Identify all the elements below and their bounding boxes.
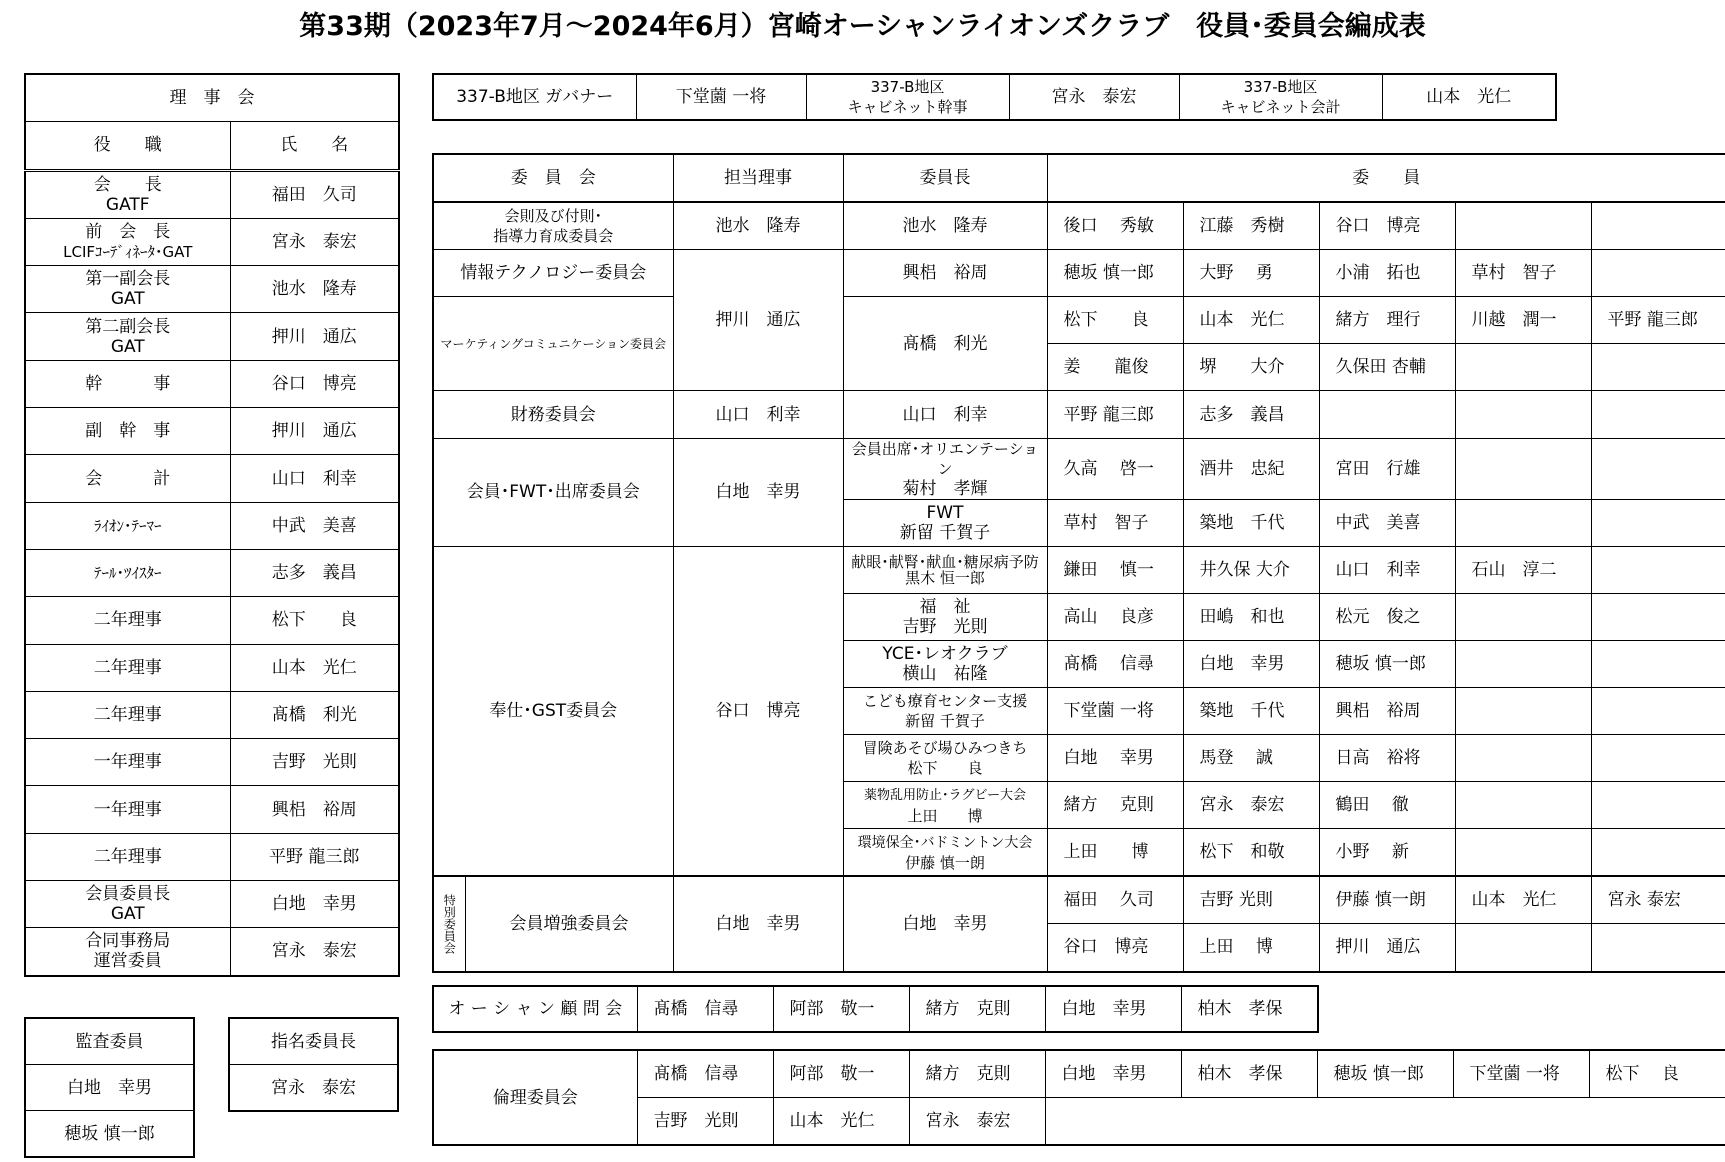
ethics-label: 倫理委員会: [433, 1050, 637, 1145]
audit-table: [24, 1017, 195, 1158]
head-members: 委 員: [1047, 154, 1725, 202]
board-name: 福田 久司: [230, 170, 399, 218]
sub-committee: YCE･レオクラブ 横山 祐隆: [843, 640, 1047, 687]
committee-member: 伊藤 慎一朗: [1319, 876, 1455, 924]
board-role: 第一副会長 GAT: [25, 266, 230, 313]
secretary-label: 337-B地区 キャビネット幹事: [806, 74, 1009, 120]
board-role: ﾃｰﾙ･ﾂｲｽﾀｰ: [25, 549, 230, 596]
ocean-advisor: 白地 幸男: [1045, 986, 1181, 1032]
committee-member: [1591, 499, 1725, 546]
board-role: 前 会 長 LCIFｺｰﾃﾞｨﾈｰﾀ･GAT: [25, 218, 230, 265]
ocean-advisor: 髙橋 信尋: [637, 986, 773, 1032]
sub-committee: 会員出席･オリエンテーション 菊村 孝輝: [843, 438, 1047, 499]
committee-name: 会員増強委員会: [465, 876, 673, 971]
head-director: 担当理事: [673, 154, 843, 202]
audit-header: 監査委員: [25, 1018, 194, 1065]
committee-member: 平野 龍三郎: [1047, 391, 1183, 438]
committee-member: [1591, 640, 1725, 687]
district-table: [432, 73, 1557, 121]
committee-member: 日高 裕将: [1319, 735, 1455, 782]
board-row: [25, 549, 399, 596]
ocean-advisor: 柏木 孝保: [1181, 986, 1318, 1032]
committee-name: 会員･FWT･出席委員会: [433, 438, 673, 546]
head-committee: 委 員 会: [433, 154, 673, 202]
committee-member: 谷口 博亮: [1319, 202, 1455, 250]
board-name: 志多 義昌: [230, 549, 399, 596]
committee-member: 姜 龍俊: [1047, 344, 1183, 391]
committee-member: 酒井 忠紀: [1183, 438, 1319, 499]
committee-member: 福田 久司: [1047, 876, 1183, 924]
page-title: 第33期（2023年7月～2024年6月）宮崎オーシャンライオンズクラブ 役員･委員会編成表: [299, 11, 1426, 42]
board-role: ﾗｲｵﾝ･ﾃｰﾏｰ: [25, 502, 230, 549]
committee-member: [1455, 438, 1591, 499]
committee-name: マーケティングコミュニケーション委員会: [433, 297, 673, 391]
ocean-advisors-table: [432, 985, 1319, 1033]
ethics-member: 穂坂 慎一郎: [1317, 1050, 1453, 1098]
committee-row: [433, 876, 1725, 924]
board-role: 幹 事: [25, 360, 230, 407]
board-header: 理 事 会: [25, 74, 399, 122]
committee-member: 鶴田 徹: [1319, 782, 1455, 829]
committee-member: 志多 義昌: [1183, 391, 1319, 438]
committee-member: 吉野 光則: [1183, 876, 1319, 924]
board-role: 会員委員長 GAT: [25, 881, 230, 928]
committee-member: [1455, 499, 1591, 546]
governor-label: 337-B地区 ガバナー: [433, 74, 636, 120]
ethics-member: 松下 良: [1589, 1050, 1725, 1098]
sub-committee: 冒険あそび場ひみつきち 松下 良: [843, 735, 1047, 782]
committee-member: [1591, 250, 1725, 297]
committee-member: [1455, 202, 1591, 250]
board-row: [25, 455, 399, 502]
treasurer-name: 山本 光仁: [1382, 74, 1556, 120]
committee-member: 馬登 誠: [1183, 735, 1319, 782]
committee-member: [1591, 344, 1725, 391]
board-row: [25, 266, 399, 313]
board-row: [25, 218, 399, 265]
sub-committee: FWT 新留 千賀子: [843, 499, 1047, 546]
board-row: [25, 313, 399, 360]
committee-member: [1455, 924, 1591, 972]
committee-member: 白地 幸男: [1047, 735, 1183, 782]
committee-member: 宮永 泰宏: [1183, 782, 1319, 829]
treasurer-label: 337-B地区 キャビネット会計: [1179, 74, 1382, 120]
committee-member: 押川 通広: [1319, 924, 1455, 972]
board-row: [25, 408, 399, 455]
sub-committee: 薬物乱用防止･ラグビー大会 上田 博: [843, 782, 1047, 829]
board-name: 押川 通広: [230, 313, 399, 360]
sub-committee: こども療育センター支援 新留 千賀子: [843, 687, 1047, 734]
audit-member: 穂坂 慎一郎: [25, 1111, 194, 1158]
committee-member: 山本 光仁: [1183, 297, 1319, 344]
board-row: [25, 928, 399, 976]
board-role: 一年理事: [25, 739, 230, 786]
committee-member: 平野 龍三郎: [1591, 297, 1725, 344]
special-label: 特別委員会: [433, 876, 465, 971]
committee-member: [1455, 735, 1591, 782]
board-row: [25, 502, 399, 549]
committee-name: 奉仕･GST委員会: [433, 546, 673, 876]
ethics-member: 下堂薗 一将: [1453, 1050, 1589, 1098]
ethics-member: 緒方 克則: [909, 1050, 1045, 1098]
committee-member: 久保田 杏輔: [1319, 344, 1455, 391]
ethics-member: 宮永 泰宏: [909, 1098, 1045, 1146]
committee-member: [1455, 829, 1591, 877]
committee-row: [433, 202, 1725, 250]
committee-director: 池水 隆寿: [673, 202, 843, 250]
board-role: 二年理事: [25, 691, 230, 738]
committee-member: 田嶋 和也: [1183, 593, 1319, 640]
committee-member: 宮田 行雄: [1319, 438, 1455, 499]
board-name: 宮永 泰宏: [230, 218, 399, 265]
ocean-advisor: 阿部 敬一: [773, 986, 909, 1032]
committee-member: 小野 新: [1319, 829, 1455, 877]
ethics-member: 吉野 光則: [637, 1098, 773, 1146]
ocean-advisors-label: オ ー シ ャ ン 顧 問 会: [433, 986, 637, 1032]
committee-row: [433, 546, 1725, 593]
board-name: 中武 美喜: [230, 502, 399, 549]
board-row: [25, 833, 399, 880]
committee-table: [432, 153, 1725, 973]
ethics-table: [432, 1049, 1725, 1146]
committee-member: 堺 大介: [1183, 344, 1319, 391]
committee-member: 草村 智子: [1047, 499, 1183, 546]
nominating-name: 宮永 泰宏: [229, 1065, 398, 1112]
board-row: [25, 360, 399, 407]
committee-name: 会則及び付則･ 指導力育成委員会: [433, 202, 673, 250]
committee-member: 髙橋 信尋: [1047, 640, 1183, 687]
committee-director: 白地 幸男: [673, 876, 843, 971]
committee-member: 井久保 大介: [1183, 546, 1319, 593]
committee-chair: 髙橋 利光: [843, 297, 1047, 391]
ethics-member: 山本 光仁: [773, 1098, 909, 1146]
committee-member: [1591, 593, 1725, 640]
board-name: 松下 良: [230, 597, 399, 644]
committee-member: [1591, 687, 1725, 734]
board-name: 宮永 泰宏: [230, 928, 399, 976]
board-row: [25, 170, 399, 218]
secretary-name: 宮永 泰宏: [1009, 74, 1179, 120]
committee-member: 松下 良: [1047, 297, 1183, 344]
committee-member: [1591, 202, 1725, 250]
committee-member: 山口 利幸: [1319, 546, 1455, 593]
ethics-member: 髙橋 信尋: [637, 1050, 773, 1098]
committee-row: [433, 297, 1725, 344]
board-role: 会 計: [25, 455, 230, 502]
committee-member: 後口 秀敏: [1047, 202, 1183, 250]
board-col-name: 氏 名: [230, 122, 399, 170]
committee-row: [433, 438, 1725, 499]
committee-member: [1455, 593, 1591, 640]
committee-row: [433, 250, 1725, 297]
board-role: 会 長 GATF: [25, 170, 230, 218]
committee-member: 築地 千代: [1183, 687, 1319, 734]
committee-member: 草村 智子: [1455, 250, 1591, 297]
committee-member: 川越 潤一: [1455, 297, 1591, 344]
board-name: 山口 利幸: [230, 455, 399, 502]
board-role: 一年理事: [25, 786, 230, 833]
committee-member: 大野 勇: [1183, 250, 1319, 297]
committee-member: 山本 光仁: [1455, 876, 1591, 924]
committee-director: 山口 利幸: [673, 391, 843, 438]
board-name: 髙橋 利光: [230, 691, 399, 738]
committee-member: 谷口 博亮: [1047, 924, 1183, 972]
board-table: [24, 73, 400, 977]
sub-committee: 環境保全･バドミントン大会 伊藤 慎一朗: [843, 829, 1047, 877]
committee-member: 松下 和敬: [1183, 829, 1319, 877]
committee-member: [1455, 344, 1591, 391]
nominating-header: 指名委員長: [229, 1018, 398, 1065]
committee-member: [1591, 438, 1725, 499]
board-row: [25, 739, 399, 786]
committee-member: 穂坂 慎一郎: [1319, 640, 1455, 687]
sub-committee: 献眼･献腎･献血･糖尿病予防 黒木 恒一郎: [843, 546, 1047, 593]
ethics-member: 白地 幸男: [1045, 1050, 1181, 1098]
committee-member: 石山 淳二: [1455, 546, 1591, 593]
committee-member: 小浦 拓也: [1319, 250, 1455, 297]
head-chair: 委員長: [843, 154, 1047, 202]
committee-member: 江藤 秀樹: [1183, 202, 1319, 250]
ethics-member: 阿部 敬一: [773, 1050, 909, 1098]
board-name: 興梠 裕周: [230, 786, 399, 833]
board-col-role: 役 職: [25, 122, 230, 170]
committee-member: 白地 幸男: [1183, 640, 1319, 687]
board-row: [25, 881, 399, 928]
committee-member: [1591, 546, 1725, 593]
committee-member: 緒方 克則: [1047, 782, 1183, 829]
committee-member: [1455, 782, 1591, 829]
committee-member: [1591, 924, 1725, 972]
board-role: 合同事務局 運営委員: [25, 928, 230, 976]
empty-cell: [1045, 1098, 1725, 1146]
board-role: 二年理事: [25, 644, 230, 691]
board-row: [25, 786, 399, 833]
board-role: 二年理事: [25, 833, 230, 880]
committee-name: 情報テクノロジー委員会: [433, 250, 673, 297]
committee-member: 高山 良彦: [1047, 593, 1183, 640]
ethics-member: 柏木 孝保: [1181, 1050, 1317, 1098]
board-role: 第二副会長 GAT: [25, 313, 230, 360]
committee-member: 松元 俊之: [1319, 593, 1455, 640]
committee-member: [1591, 391, 1725, 438]
committee-member: [1591, 829, 1725, 877]
board-name: 白地 幸男: [230, 881, 399, 928]
board-name: 押川 通広: [230, 408, 399, 455]
committee-member: 築地 千代: [1183, 499, 1319, 546]
committee-director: 白地 幸男: [673, 438, 843, 546]
ocean-advisor: 緒方 克則: [909, 986, 1045, 1032]
committee-member: [1591, 782, 1725, 829]
committee-member: 鎌田 慎一: [1047, 546, 1183, 593]
committee-member: 上田 博: [1047, 829, 1183, 877]
board-row: [25, 597, 399, 644]
committee-director: 押川 通広: [673, 250, 843, 391]
committee-member: [1455, 640, 1591, 687]
committee-member: 宮永 泰宏: [1591, 876, 1725, 924]
committee-member: 中武 美喜: [1319, 499, 1455, 546]
committee-member: 緒方 理行: [1319, 297, 1455, 344]
committee-member: [1455, 687, 1591, 734]
governor-name: 下堂薗 一将: [636, 74, 806, 120]
committee-name: 財務委員会: [433, 391, 673, 438]
committee-member: 上田 博: [1183, 924, 1319, 972]
board-row: [25, 691, 399, 738]
committee-member: 興梠 裕周: [1319, 687, 1455, 734]
committee-member: [1319, 391, 1455, 438]
board-role: 二年理事: [25, 597, 230, 644]
board-name: 平野 龍三郎: [230, 833, 399, 880]
board-name: 吉野 光則: [230, 739, 399, 786]
committee-director: 谷口 博亮: [673, 546, 843, 876]
sub-committee: 福 祉 吉野 光則: [843, 593, 1047, 640]
committee-chair: 白地 幸男: [843, 876, 1047, 971]
board-role: 副 幹 事: [25, 408, 230, 455]
committee-member: [1591, 735, 1725, 782]
committee-chair: 興梠 裕周: [843, 250, 1047, 297]
committee-row: [433, 391, 1725, 438]
committee-chair: 池水 隆寿: [843, 202, 1047, 250]
board-name: 山本 光仁: [230, 644, 399, 691]
committee-member: [1455, 391, 1591, 438]
committee-member: 久高 啓一: [1047, 438, 1183, 499]
committee-member: 下堂薗 一将: [1047, 687, 1183, 734]
board-name: 谷口 博亮: [230, 360, 399, 407]
committee-member: 穂坂 慎一郎: [1047, 250, 1183, 297]
board-name: 池水 隆寿: [230, 266, 399, 313]
board-row: [25, 644, 399, 691]
committee-chair: 山口 利幸: [843, 391, 1047, 438]
audit-member: 白地 幸男: [25, 1065, 194, 1111]
nominating-table: [228, 1017, 399, 1112]
